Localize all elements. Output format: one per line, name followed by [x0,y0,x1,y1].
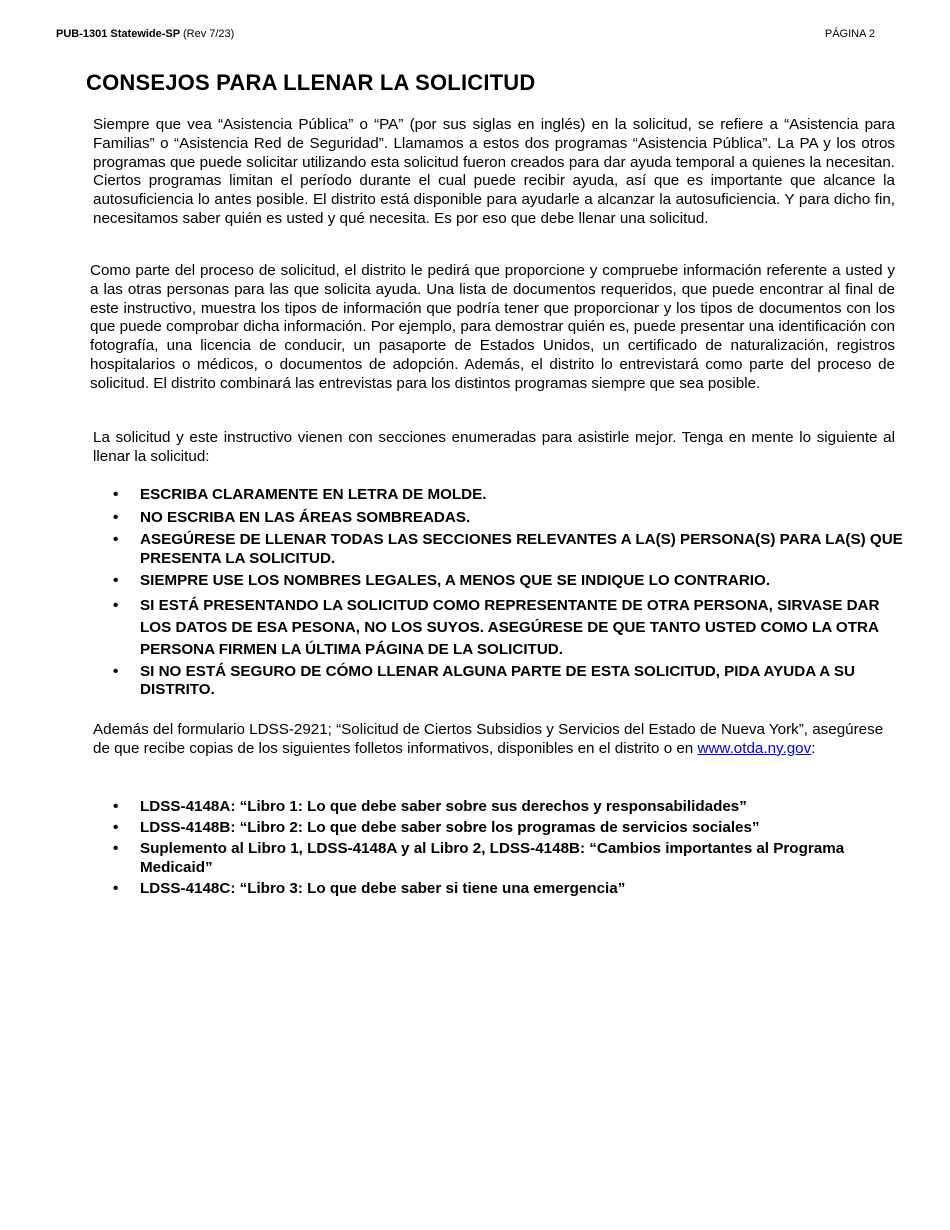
bullet-icon: • [113,572,119,589]
bullet-icon: • [113,531,119,548]
bullet-icon: • [113,486,119,503]
booklets-paragraph: Además del formulario LDSS-2921; “Solicitud de Ciertos Subsidios y Servicios del Estado de Nueva York”, asegúrese de que recibe copias de los siguientes folletos informativos, disponibles en el distrito o en www.otda.ny.gov: [93,721,884,757]
bullet-icon: • [113,840,119,857]
bullet-icon: • [113,798,119,815]
booklet-list [113,797,893,900]
otda-website-link[interactable]: www.otda.ny.gov [697,739,812,757]
booklet-item: • LDSS-4148B: “Libro 2: Lo que debe saber sobre los programas de servicios sociales” [113,819,760,836]
bullet-icon: • [113,880,119,897]
booklet-item: • Suplemento al Libro 1, LDSS-4148A y al Libro 2, LDSS-4148B: “Cambios importantes al Programa Medicaid” [113,840,845,876]
form-revision: (Rev 7/23) [182,28,235,40]
sections-paragraph: La solicitud y este instructivo vienen con secciones enumeradas para asistirle mejor. Tenga en mente lo siguiente al llenar la solicitud: [93,429,895,465]
instruction-item: • NO ESCRIBA EN LAS ÁREAS SOMBREADAS. [113,508,471,526]
instruction-item: • SI NO ESTÁ SEGURO DE CÓMO LLENAR ALGUNA PARTE DE ESTA SOLICITUD, PIDA AYUDA A SU DISTRITO. [113,662,855,698]
bullet-icon: • [113,662,119,680]
booklet-item: • LDSS-4148A: “Libro 1: Lo que debe saber sobre sus derechos y responsabilidades” [113,798,747,815]
instruction-item: • SI ESTÁ PRESENTANDO LA SOLICITUD COMO REPRESENTANTE DE OTRA PERSONA, SIRVASE DAR LOS DATOS DE ESA PESONA, NO LOS SUYOS. ASEGÚRESE DE QUE TANTO USTED COMO LA OTRA PERSONA FIRMEN LA ÚLTIMA PÁGINA DE LA SOLICITUD. [113,596,880,658]
intro-paragraph: Siempre que vea “Asistencia Pública” o “PA” (por sus siglas en inglés) en la solicitud, se refiere a “Asistencia para Familias” o “Asistencia Red de Seguridad”. Llamamos a estos dos programas “Asistencia Pública”. La PA y los otros programas que puede solicitar utilizando esta solicitud fueron creados para dar ayuda temporal a quienes la necesitan. Ciertos programas limitan el período durante el cual puede recibir ayuda, así que es importante que alcance la autosuficiencia lo antes posible. El distrito está disponible para ayudarle a alcanzar la autosuficiencia. Y para dicho fin, necesitamos saber quién es usted y qué necesita. Es por eso que debe llenar una solicitud. [93,116,895,227]
booklet-item: • LDSS-4148C: “Libro 3: Lo que debe saber si tiene una emergencia” [113,880,626,897]
page-number: PÁGINA 2 [824,28,875,40]
bullet-icon: • [113,596,119,614]
instruction-item: • ESCRIBA CLARAMENTE EN LETRA DE MOLDE. [113,486,487,503]
page-title: CONSEJOS PARA LLENAR LA SOLICITUD [86,70,536,95]
instruction-list [113,486,908,704]
page-header [56,28,875,44]
instruction-item: • ASEGÚRESE DE LLENAR TODAS LAS SECCIONES RELEVANTES A LA(S) PERSONA(S) PARA LA(S) QUE PRESENTA LA SOLICITUD. [113,531,903,567]
bullet-icon: • [113,508,119,526]
bullet-icon: • [113,819,119,836]
instruction-item: • SIEMPRE USE LOS NOMBRES LEGALES, A MENOS QUE SE INDIQUE LO CONTRARIO. [113,572,771,589]
process-paragraph: Como parte del proceso de solicitud, el distrito le pedirá que proporcione y compruebe información referente a usted y a las otras personas para las que solicita ayuda. Una lista de documentos requeridos, que puede encontrar al final de este instructivo, muestra los tipos de información que podría tener que proporcionar y los tipos de documentos con los que puede comprobar dicha información. Por ejemplo, para demostrar quién es, puede presentar una identificación con fotografía, una licencia de conducir, un pasaporte de Estados Unidos, un certificado de naturalización, registros hospitalarios o médicos, o documentos de adopción. Además, el distrito lo entrevistará como parte del proceso de solicitud. El distrito combinará las entrevistas para los distintos programas siempre que sea posible. [90,262,895,392]
form-id: PUB-1301 Statewide-SP (Rev 7/23) [56,28,235,40]
